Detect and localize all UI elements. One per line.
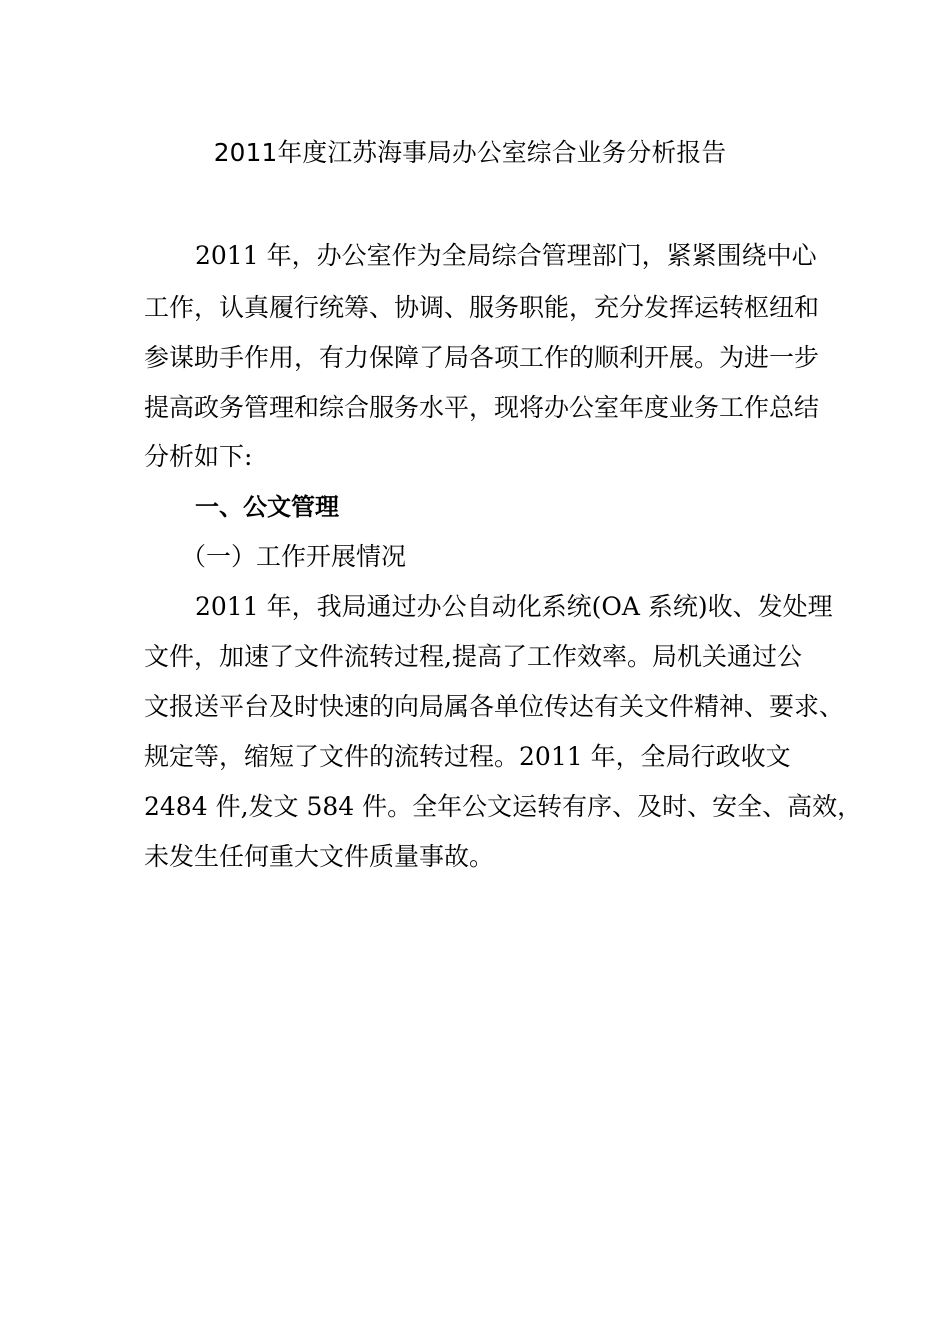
- document-title: 2011年度江苏海事局办公室综合业务分析报告: [213, 138, 727, 167]
- body-line-6: 未发生任何重大文件质量事故。: [144, 842, 495, 871]
- intro-line-1: 2011 年，办公室作为全局综合管理部门，紧紧围绕中心: [195, 241, 817, 270]
- subsection-heading: （一）工作开展情况: [181, 542, 407, 571]
- body-line-2: 文件，加速了文件流转过程,提高了工作效率。局机关通过公: [144, 642, 802, 671]
- intro-line-3: 参谋助手作用，有力保障了局各项工作的顺利开展。为进一步: [144, 343, 820, 372]
- intro-line-5: 分析如下:: [144, 442, 253, 471]
- body-line-1: 2011 年，我局通过办公自动化系统(OA 系统)收、发处理: [195, 592, 833, 621]
- intro-line-4: 提高政务管理和综合服务水平，现将办公室年度业务工作总结: [144, 393, 820, 422]
- intro-line-2: 工作，认真履行统筹、协调、服务职能，充分发挥运转枢纽和: [144, 293, 820, 322]
- body-line-5: 2484 件,发文 584 件。全年公文运转有序、及时、安全、高效，: [144, 792, 863, 821]
- body-line-3: 文报送平台及时快速的向局属各单位传达有关文件精神、要求、: [144, 692, 845, 721]
- section-heading: 一、公文管理: [195, 493, 339, 521]
- body-line-4: 规定等，缩短了文件的流转过程。2011 年，全局行政收文: [144, 742, 791, 771]
